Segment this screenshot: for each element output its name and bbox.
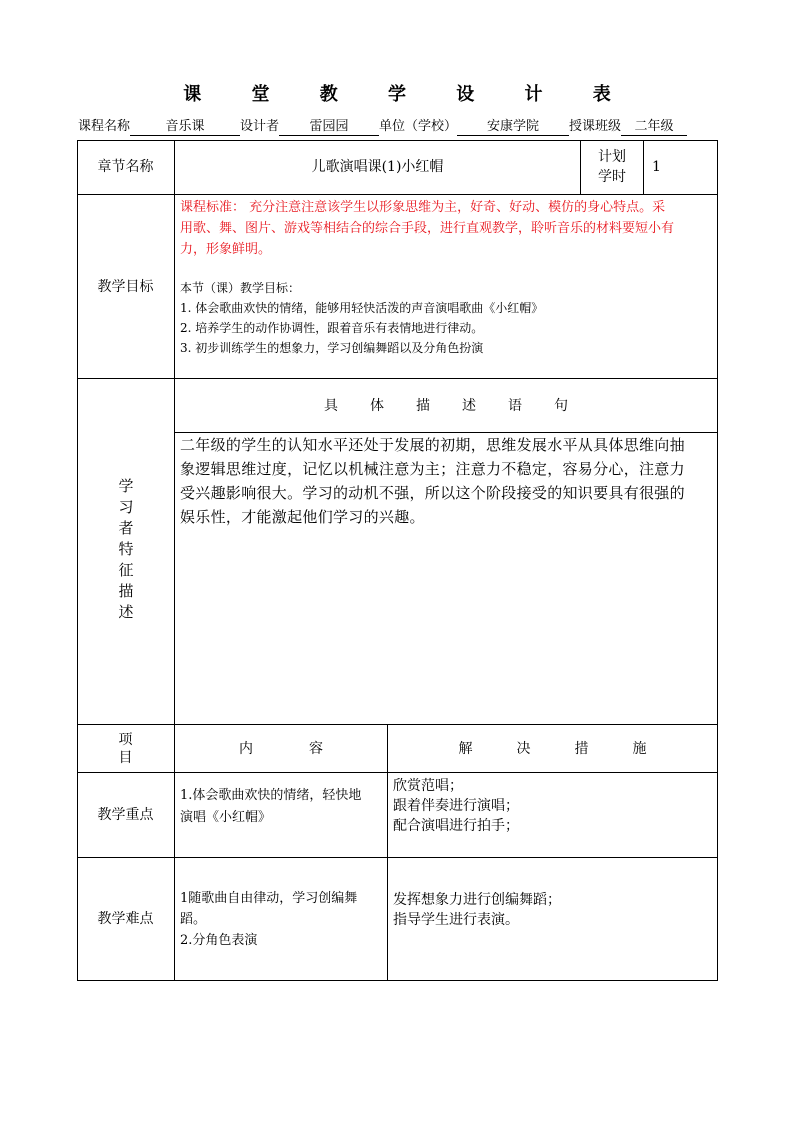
plan-label-line: 计划: [598, 149, 626, 165]
lesson-goals-title: 本节（课）教学目标：: [180, 281, 301, 295]
key-points-measures: [393, 776, 715, 856]
difficulties-content: [180, 888, 385, 978]
goals-label: 教学目标: [97, 278, 154, 295]
content-line: 1随歌曲自由律动，学习创编舞: [180, 891, 358, 906]
class-value: 二年级: [621, 119, 687, 136]
goal-item: 1. 体会歌曲欢快的情绪，能够用轻快活泼的声音演唱歌曲《小红帽》: [180, 301, 544, 315]
key-points-content: [180, 785, 385, 855]
unit-label: 单位（学校）: [379, 119, 458, 134]
learners-header: 具体描述语句: [324, 397, 600, 414]
unit-value: 安康学院: [457, 119, 569, 136]
learners-label: 学习者特征描述: [116, 478, 135, 625]
course-value: 音乐课: [130, 119, 240, 136]
learners-description: [180, 433, 716, 723]
content-line: 2.分角色表演: [180, 933, 258, 948]
designer-label: 设计者: [240, 119, 280, 134]
standard-line: 课程标准： 充分注意注意该学生以形象思维为主，好奇、好动、模仿的身心特点。采: [180, 200, 666, 215]
design-table: [77, 140, 718, 981]
measure-line: 指导学生进行表演。: [393, 912, 519, 928]
plan-hours-label: [581, 140, 643, 194]
plan-hours-value: 1: [652, 159, 661, 175]
col-divider: [174, 140, 175, 981]
learners-line: 象逻辑思维过度，记忆以机械注意为主；注意力不稳定，容易分心，注意力: [180, 460, 685, 478]
content-line: 1.体会歌曲欢快的情绪，轻快地: [180, 788, 362, 803]
chapter-value: 儿歌演唱课(1)小红帽: [311, 159, 444, 175]
designer-value: 雷园园: [279, 119, 379, 136]
content-line: 演唱《小红帽》: [180, 810, 272, 825]
header-item: 项目: [118, 731, 157, 766]
content-line: 蹈。: [180, 912, 207, 927]
table-border-right: [717, 140, 718, 981]
goal-item: 2. 培养学生的动作协调性，跟着音乐有表情地进行律动。: [180, 321, 484, 335]
goals-content: [180, 197, 716, 377]
difficulties-measures: [393, 890, 715, 970]
chapter-label: 章节名称: [97, 159, 154, 175]
key-points-label: 教学重点: [97, 807, 154, 823]
course-standard: [180, 197, 716, 260]
learners-label-cell: [77, 379, 174, 724]
class-label: 授课班级: [569, 119, 622, 134]
goal-item: 3. 初步训练学生的想象力，学习创编舞蹈以及分角色扮演: [180, 341, 484, 355]
plan-label-line: 学时: [598, 169, 626, 185]
learners-line: 二年级的学生的认知水平还处于发展的初期，思维发展水平从具体思维向抽: [180, 436, 685, 454]
lesson-goals: [180, 278, 716, 358]
measure-line: 欣赏范唱；: [393, 778, 463, 794]
measure-line: 配合演唱进行拍手；: [393, 818, 519, 834]
learners-line: 娱乐性，才能激起他们学习的兴趣。: [180, 508, 425, 526]
difficulties-label: 教学难点: [97, 911, 154, 927]
header-measures: 解决措施: [458, 740, 691, 757]
measure-line: 跟着伴奏进行演唱；: [393, 798, 519, 814]
standard-line: 力，形象鲜明。: [180, 242, 272, 257]
page-title: 课 堂 教 学 设 计 表: [183, 84, 633, 105]
standard-line: 用歌、舞、图片、游戏等相结合的综合手段，进行直观教学，聆听音乐的材料要短小有: [180, 221, 675, 236]
measure-line: 发挥想象力进行创编舞蹈；: [393, 892, 561, 908]
meta-line: [78, 118, 718, 136]
header-content: 内容: [239, 740, 379, 757]
course-label: 课程名称: [78, 119, 131, 134]
learners-line: 受兴趣影响很大。学习的动机不强，所以这个阶段接受的知识要具有很强的: [180, 484, 685, 502]
